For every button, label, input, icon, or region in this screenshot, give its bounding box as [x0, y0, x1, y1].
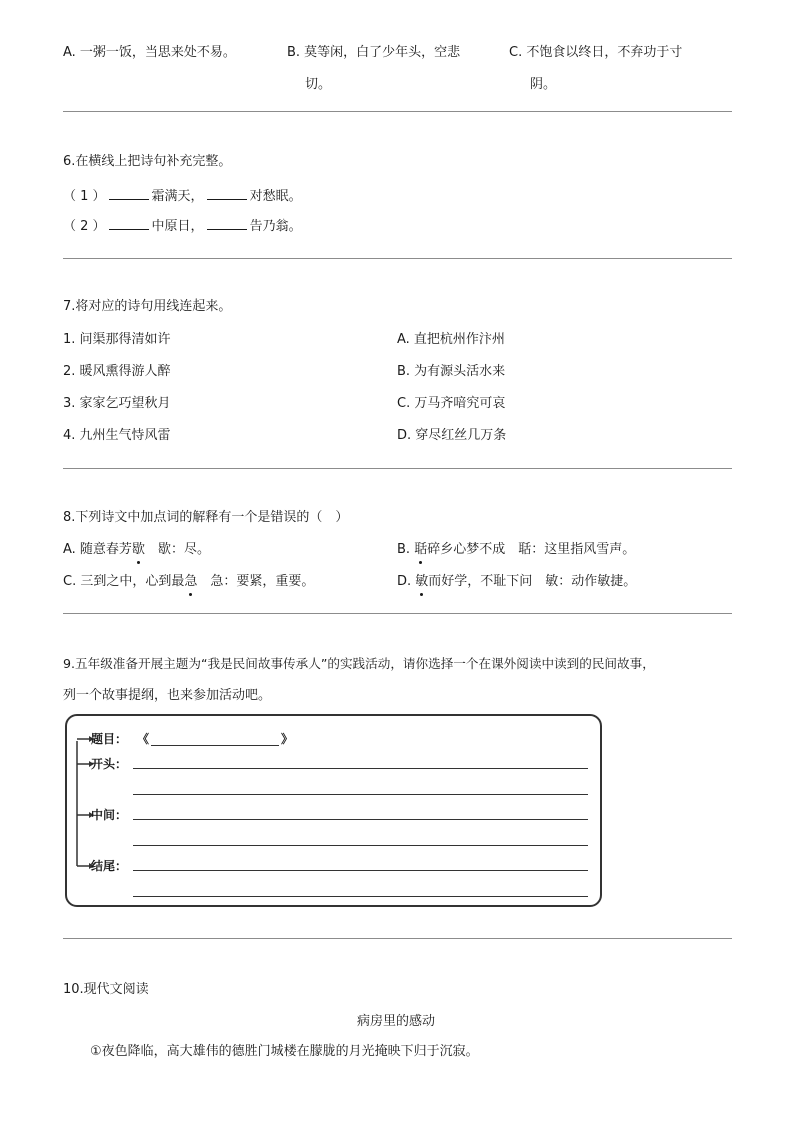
q5-option-c-line2: 阴。 — [530, 77, 557, 92]
q8-option-d-letter: D. — [397, 574, 416, 589]
story-outline-box — [65, 714, 602, 907]
emphasized-word: 敏 — [415, 574, 429, 589]
q6-item-2-end: 告乃翁。 — [249, 219, 302, 234]
emphasized-word: 急 — [184, 574, 198, 589]
answer-blank[interactable] — [207, 186, 247, 200]
q7-title: 7.将对应的诗句用线连起来。 — [63, 299, 232, 314]
answer-blank[interactable] — [207, 216, 247, 230]
q8-option-c-explanation: 急：要紧，重要。 — [197, 574, 315, 589]
q8-option-c-text: C. 三到之中，心到最 — [63, 574, 185, 589]
q7-left-item: 4. 九州生气恃风雷 — [63, 428, 171, 443]
q6-title: 6.在横线上把诗句补充完整。 — [63, 154, 232, 169]
divider — [63, 938, 732, 939]
divider — [63, 468, 732, 469]
q6-item-1-end: 对愁眠。 — [249, 189, 302, 204]
q7-left-item: 1. 问渠那得清如许 — [63, 332, 171, 347]
q7-right-item: B. 为有源头活水来 — [397, 364, 506, 379]
book-title-open: 《 — [137, 732, 150, 746]
q6-item-1-middle: 霜满天， — [151, 189, 204, 204]
q8-option-d-text: 而好学，不耻下问 敏：动作敏捷。 — [428, 574, 637, 589]
q7-right-item: C. 万马齐喑究可哀 — [397, 396, 506, 411]
middle-answer-line[interactable] — [133, 845, 588, 846]
q9-prompt-line1: 9.五年级准备开展主题为“我是民间故事传承人”的实践活动，请你选择一个在课外阅读中读到的民间故事， — [63, 656, 655, 671]
q6-item-2-number: （ 2 ） — [63, 219, 106, 234]
q8-option-b — [397, 541, 635, 559]
middle-answer-line[interactable] — [133, 819, 588, 820]
q5-option-b-line1: B. 莫等闲，白了少年头，空悲 — [287, 45, 461, 60]
divider — [63, 613, 732, 614]
q8-option-a — [63, 541, 210, 559]
q8-option-b-text: 碎乡心梦不成 聒：这里指风雪声。 — [427, 542, 636, 557]
q7-left-item: 2. 暖风熏得游人醉 — [63, 364, 171, 379]
q6-item-1 — [63, 186, 302, 206]
q8-option-a-text: A. 随意春芳 — [63, 542, 132, 557]
emphasized-word: 歇 — [131, 542, 145, 557]
q7-right-item: A. 直把杭州作汴州 — [397, 332, 505, 347]
middle-label: 中间： — [91, 808, 128, 822]
q6-item-2-middle: 中原日， — [151, 219, 204, 234]
article-title: 病房里的感动 — [356, 1014, 435, 1029]
q9-prompt-line2: 列一个故事提纲，也来参加活动吧。 — [63, 688, 272, 703]
q8-title: 8.下列诗文中加点词的解释有一个是错误的（ ） — [63, 510, 349, 525]
divider — [63, 111, 732, 112]
article-paragraph-1: ①夜色降临，高大雄伟的德胜门城楼在朦胧的月光掩映下归于沉寂。 — [90, 1044, 479, 1059]
q7-right-item: D. 穿尽红丝几万条 — [397, 428, 507, 443]
start-answer-line[interactable] — [133, 794, 588, 795]
emphasized-word: 聒 — [414, 542, 428, 557]
q5-option-c-line1: C. 不饱食以终日，不弃功于寸 — [509, 45, 683, 60]
start-answer-line[interactable] — [133, 768, 588, 769]
q8-option-c — [63, 573, 314, 591]
answer-blank[interactable] — [109, 216, 149, 230]
q8-option-b-letter: B. — [397, 542, 415, 557]
q5-option-b-line2: 切。 — [305, 77, 332, 92]
start-label: 开头： — [91, 757, 128, 771]
q8-option-d — [397, 573, 636, 591]
q5-option-a: A. 一粥一饭，当思来处不易。 — [63, 45, 236, 60]
divider — [63, 258, 732, 259]
answer-blank[interactable] — [109, 186, 149, 200]
q10-heading: 10.现代文阅读 — [63, 982, 149, 997]
title-label: 题目： — [91, 732, 128, 746]
q6-item-1-number: （ 1 ） — [63, 189, 106, 204]
end-answer-line[interactable] — [133, 896, 588, 897]
q8-option-a-explanation: 歇：尽。 — [144, 542, 210, 557]
q6-item-2 — [63, 216, 302, 236]
q7-left-item: 3. 家家乞巧望秋月 — [63, 396, 171, 411]
book-title-close: 》 — [281, 732, 294, 746]
end-answer-line[interactable] — [133, 870, 588, 871]
end-label: 结尾： — [91, 859, 128, 873]
title-answer-line[interactable] — [151, 745, 279, 746]
